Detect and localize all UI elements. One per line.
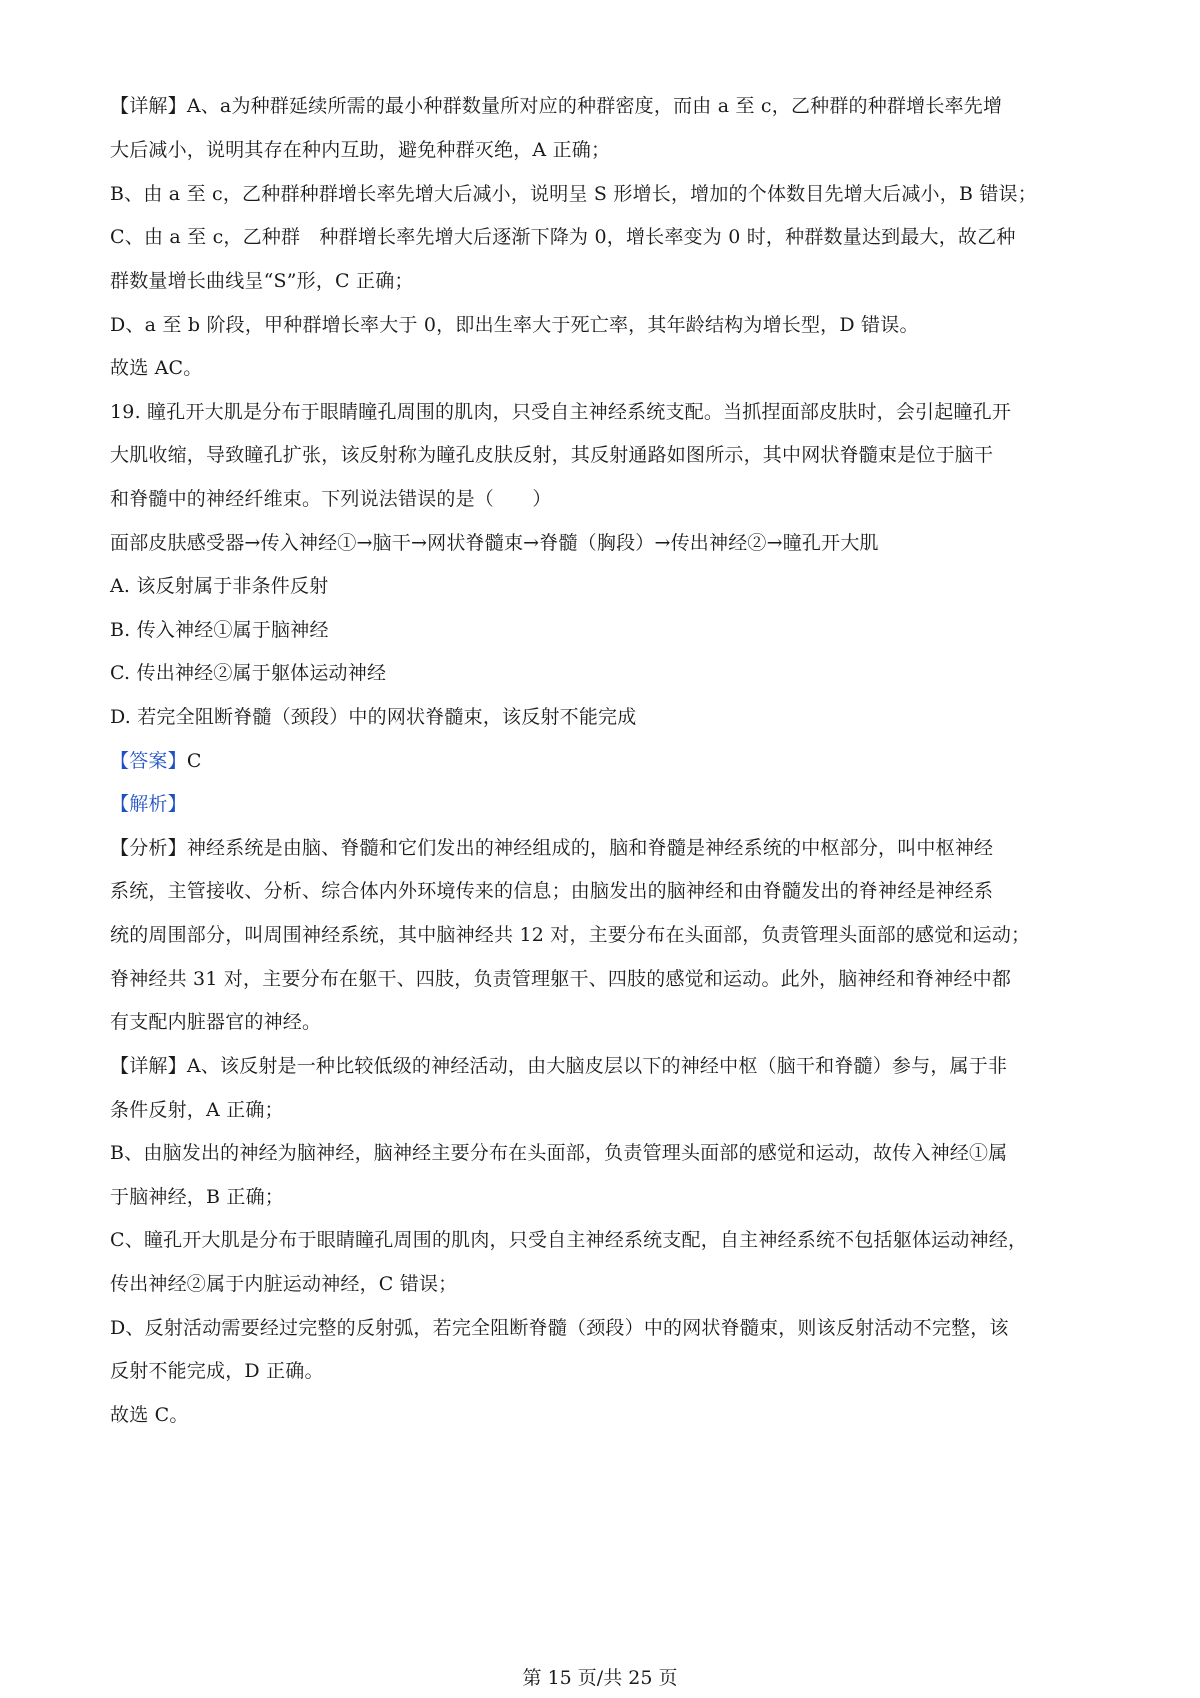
detail2-line-4: 于脑神经，B 正确； <box>110 1186 285 1208</box>
analysis-tag: 【分析】 <box>110 837 187 859</box>
detail1-line-2: 大后减小，说明其存在种内互助，避免种群灭绝，A 正确； <box>110 139 611 161</box>
detail2-line-6: 传出神经②属于内脏运动神经，C 错误； <box>110 1273 458 1295</box>
answer-value: C <box>186 750 202 772</box>
question-line-2: 大肌收缩，导致瞳孔扩张，该反射称为瞳孔皮肤反射，其反射通路如图所示，其中网状脊髓束是位于脑干 <box>110 444 994 466</box>
option-b: B. 传入神经①属于脑神经 <box>110 619 329 641</box>
detail1-line-7: 故选 AC。 <box>110 357 203 379</box>
detail2-line-1: 【详解】A、该反射是一种比较低级的神经活动，由大脑皮层以下的神经中枢（脑干和脊髓）参与，属于非 <box>110 1055 1008 1077</box>
detail1-line-6: D、a 至 b 阶段，甲种群增长率大于 0，即出生率大于死亡率，其年龄结构为增长型，D 错误。 <box>110 314 919 336</box>
detail-tag: 【详解】 <box>110 1055 187 1077</box>
detail2-line-9: 故选 C。 <box>110 1404 189 1426</box>
detail1-line-3: B、由 a 至 c，乙种群种群增长率先增大后减小，说明呈 S 形增长，增加的个体数目先增大后减小，B 错误； <box>110 183 1037 205</box>
detail2-line-8: 反射不能完成，D 正确。 <box>110 1360 324 1382</box>
question-line-1: 19. 瞳孔开大肌是分布于眼睛瞳孔周围的肌肉，只受自主神经系统支配。当抓捏面部皮肤时，会引起瞳孔开 <box>110 401 1012 423</box>
option-a: A. 该反射属于非条件反射 <box>110 575 329 597</box>
detail2-line-3: B、由脑发出的神经为脑神经，脑神经主要分布在头面部，负责管理头面部的感觉和运动，故传入神经①属 <box>110 1142 1008 1164</box>
option-c: C. 传出神经②属于躯体运动神经 <box>110 662 387 684</box>
detail1-line-1: 【详解】A、a为种群延续所需的最小种群数量所对应的种群密度，而由 a 至 c，乙种群的种群增长率先增 <box>110 95 1003 117</box>
question-line-3: 和脊髓中的神经纤维束。下列说法错误的是（ ） <box>110 488 552 510</box>
analysis-line-1: 【分析】神经系统是由脑、脊髓和它们发出的神经组成的，脑和脊髓是神经系统的中枢部分，叫中枢神经 <box>110 837 994 859</box>
analysis-heading: 【解析】 <box>110 793 187 815</box>
answer-tag: 【答案】 <box>110 750 187 772</box>
analysis-line-5: 有支配内脏器官的神经。 <box>110 1011 322 1033</box>
detail2-line-2: 条件反射，A 正确； <box>110 1099 284 1121</box>
option-d: D. 若完全阻断脊髓（颈段）中的网状脊髓束，该反射不能完成 <box>110 706 637 728</box>
page-footer: 第 15 页/共 25 页 <box>522 1667 678 1689</box>
analysis-line-4: 脊神经共 31 对，主要分布在躯干、四肢，负责管理躯干、四肢的感觉和运动。此外，脑神经和脊神经中都 <box>110 968 1012 990</box>
detail1-line-4: C、由 a 至 c，乙种群 种群增长率先增大后逐渐下降为 0，增长率变为 0 时，种群数量达到最大，故乙种 <box>110 226 1016 248</box>
detail1-line-5: 群数量增长曲线呈“S”形，C 正确； <box>110 270 414 292</box>
analysis-line-3: 统的周围部分，叫周围神经系统，其中脑神经共 12 对，主要分布在头面部，负责管理头面部的感觉和运动； <box>110 924 1031 946</box>
detail2-line-7: D、反射活动需要经过完整的反射弧，若完全阻断脊髓（颈段）中的网状脊髓束，则该反射活动不完整，该 <box>110 1317 1009 1339</box>
detail-tag: 【详解】 <box>110 95 187 117</box>
answer-line <box>110 747 1110 775</box>
detail2-line-5: C、瞳孔开大肌是分布于眼睛瞳孔周围的肌肉，只受自主神经系统支配，自主神经系统不包括躯体运动神经， <box>110 1229 1028 1251</box>
reflex-pathway: 面部皮肤感受器→传入神经①→脑干→网状脊髓束→脊髓（胸段）→传出神经②→瞳孔开大肌 <box>110 532 879 554</box>
analysis-line-2: 系统，主管接收、分析、综合体内外环境传来的信息；由脑发出的脑神经和由脊髓发出的脊神经是神经系 <box>110 880 994 902</box>
